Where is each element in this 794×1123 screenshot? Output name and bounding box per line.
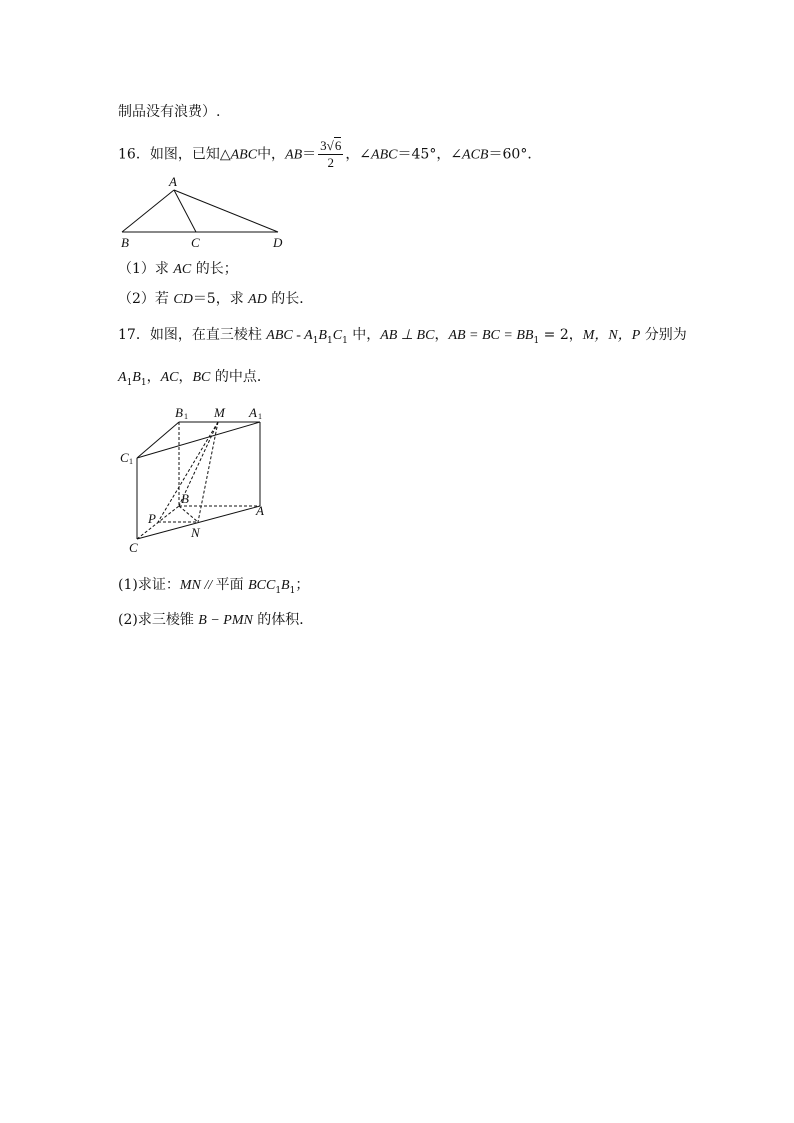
q17-line2-b1-sub: 1 — [140, 377, 147, 388]
q17-line2-end: 的中点． — [210, 369, 271, 385]
intro-tail-text: 制品没有浪费）. — [118, 104, 221, 120]
q17-perp: AB ⊥ BC — [380, 328, 435, 343]
q17-line2-a1-sub: 1 — [126, 377, 133, 388]
q17-label-c1: C — [120, 450, 129, 465]
q16-label-a: A — [169, 174, 177, 189]
q17-part1 — [118, 575, 309, 601]
q17-label-b1-sub: 1 — [184, 412, 188, 421]
q17-label-n: N — [191, 525, 200, 540]
q17-line2-sep2: ， — [178, 369, 193, 385]
q16-line-ab — [122, 190, 174, 232]
q17-prism-sub3: 1 — [342, 335, 348, 346]
q17-label-a1-sub: 1 — [258, 412, 262, 421]
q17-part2-var: B − PMN — [198, 613, 253, 628]
q16-part2-var1: CD — [173, 292, 193, 307]
q17-stem — [118, 325, 687, 351]
q17-prism-sub2: 1 — [326, 335, 333, 346]
q16-label-c: C — [191, 235, 200, 250]
q16-triangle-figure — [112, 172, 302, 252]
q17-label-c: C — [129, 540, 138, 555]
q17-eqs-val: = 2， — [539, 327, 583, 343]
q16-fraction: $\frac{3√6}{2}$ — [320, 138, 342, 170]
q16-number: 16． — [118, 146, 150, 163]
q16-part1-pre: （1）求 — [118, 261, 174, 277]
q17-part2-post: 的体积． — [252, 612, 314, 628]
q16-part1-post: 的长； — [191, 261, 238, 277]
q17-line2-ac: AC — [160, 370, 179, 385]
q17-label-a1: A — [249, 405, 257, 420]
q16-frac-coef: 3 — [320, 138, 327, 153]
q17-part1-mn: MN — [179, 578, 201, 593]
q17-eqs: AB = BC = BB — [448, 328, 534, 343]
q17-label-b: B — [181, 491, 189, 506]
q17-prism-c: C — [332, 328, 343, 343]
q16-frac-radicand: 6 — [334, 138, 342, 153]
q16-stem-d: ＝45°，∠ — [397, 146, 463, 163]
q16-stem-e: ＝60°． — [488, 146, 542, 163]
q17-prism-figure — [112, 402, 282, 557]
q16-stem-c: ，∠ — [345, 146, 372, 163]
q17-part1-sub1: 1 — [275, 585, 282, 596]
q16-part2-pre: （2）若 — [118, 291, 174, 307]
q16-acb: ACB — [462, 147, 489, 163]
q16-stem — [118, 138, 541, 171]
q16-label-d: D — [273, 235, 283, 250]
q17-edge-mp — [158, 422, 218, 522]
q17-eqs-sub: 1 — [533, 335, 540, 346]
q17-label-b1: B — [175, 405, 183, 420]
q17-edge-c1a1 — [137, 422, 260, 458]
q16-ab: AB — [285, 147, 303, 163]
q17-label-p: P — [148, 511, 156, 526]
q17-prism-b: B — [318, 328, 327, 343]
q16-part2-post: 的长． — [266, 291, 314, 307]
q16-eq: ＝ — [302, 146, 317, 163]
q16-part2-var2: AD — [248, 292, 267, 307]
q17-label-a: A — [256, 503, 264, 518]
q17-part1-post: ； — [295, 577, 310, 593]
q17-edge-c1b1 — [137, 422, 179, 458]
q17-prism: ABC - A — [266, 328, 313, 343]
q16-line-ad — [174, 190, 278, 232]
q17-number: 17． — [118, 327, 150, 343]
q17-stem-line2 — [118, 367, 271, 393]
q16-label-b: B — [121, 235, 129, 250]
q16-abc: ABC — [371, 147, 398, 163]
q17-stem-a: 如图，在直三棱柱 — [149, 327, 267, 343]
q17-edge-bn — [179, 506, 198, 522]
q17-label-c1-sub: 1 — [129, 457, 133, 466]
q17-line2-bc: BC — [192, 370, 211, 385]
q16-triangle: ABC — [230, 147, 258, 163]
q16-stem-a: 如图，已知△ — [149, 146, 231, 163]
q17-line2-sep1: ， — [146, 369, 161, 385]
q16-part2-mid: ＝5，求 — [192, 291, 249, 307]
q17-stem-c: ， — [434, 327, 449, 343]
q17-part1-bcc: BCC — [248, 578, 276, 593]
q17-part1-par: // — [200, 578, 216, 593]
q17-prism-sub1: 1 — [312, 335, 319, 346]
q17-stem-d: 分别为 — [640, 327, 687, 343]
q16-part2 — [118, 289, 313, 310]
q17-line2-b1: B — [132, 370, 141, 385]
q17-part1-sub2: 1 — [289, 585, 296, 596]
q17-part1-pre: (1)求证： — [118, 577, 180, 593]
q17-label-m: M — [214, 405, 225, 420]
q16-part1-var: AC — [173, 262, 192, 277]
q17-part1-plane: 平面 — [215, 577, 249, 593]
q17-stem-b: 中， — [347, 327, 381, 343]
q17-part2 — [118, 610, 313, 631]
q17-line2-a1: A — [118, 370, 127, 385]
q17-mnp: M，N，P — [582, 328, 641, 343]
q16-stem-b: 中， — [257, 146, 286, 163]
q16-part1 — [118, 259, 238, 280]
q17-part2-pre: (2)求三棱锥 — [118, 612, 199, 628]
q16-frac-den: 2 — [327, 155, 334, 170]
q17-part1-b: B — [281, 578, 290, 593]
q16-line-ac — [174, 190, 196, 232]
